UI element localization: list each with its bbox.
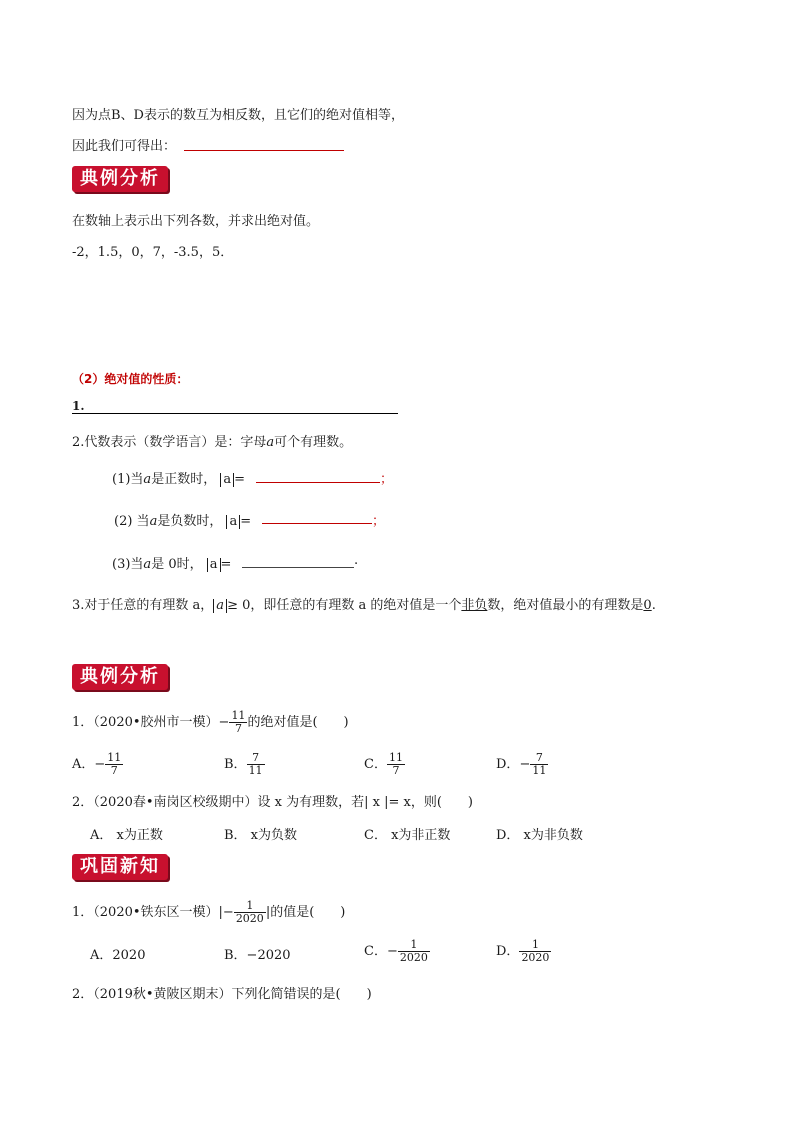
q2-option-d[interactable]: D． x为非负数 bbox=[496, 828, 583, 843]
q3-option-b[interactable]: B．−2020 bbox=[224, 948, 291, 963]
case-positive-semicolon: ； bbox=[380, 472, 394, 487]
q3-option-c[interactable]: C．− $\frac{1}{2020}$ bbox=[364, 938, 428, 964]
q2-stem: 2．（2020春•南岗区校级期中）设 x 为有理数，若| x |= x，则( ) bbox=[72, 795, 473, 810]
answer-blank[interactable] bbox=[184, 150, 344, 151]
section-title: （2）绝对值的性质： bbox=[72, 372, 189, 386]
q3-option-a[interactable]: A．2020 bbox=[90, 948, 146, 963]
q1-option-d[interactable]: D．− $\frac{7}{11}$ bbox=[496, 751, 547, 777]
case-zero-period: . bbox=[354, 553, 359, 568]
example-badge-2: 典例分析 bbox=[72, 664, 168, 690]
example-numbers: -2，1.5，0，7，-3.5，5． bbox=[72, 245, 234, 260]
property-item-3: 3.对于任意的有理数 a， a ≥ 0，即任意的有理数 a 的绝对值是一个非负数，绝对值最小的有理数是0. bbox=[72, 598, 656, 613]
case-positive: (1)当a是正数时， a = bbox=[112, 472, 246, 487]
q1-option-b[interactable]: B． $\frac{7}{11}$ bbox=[224, 751, 263, 777]
q1-option-c[interactable]: C． $\frac{11}{7}$ bbox=[364, 751, 403, 777]
q2-option-b[interactable]: B． x为负数 bbox=[224, 828, 298, 843]
intro-line-2: 因此我们可得出： bbox=[72, 139, 177, 154]
q2-option-c[interactable]: C． x为非正数 bbox=[364, 828, 451, 843]
case-negative: (2) 当a是负数时， a = bbox=[114, 514, 252, 529]
case-zero: (3)当a是 0时， a = bbox=[112, 557, 232, 572]
example-question: 在数轴上表示出下列各数，并求出绝对值。 bbox=[72, 214, 320, 229]
q3-stem: 1．（2020•铁东区一模）|− $\frac{1}{2020}$ |的值是( ) bbox=[72, 899, 346, 925]
q3-option-d[interactable]: D． $\frac{1}{2020}$ bbox=[496, 938, 550, 964]
case-positive-blank[interactable] bbox=[256, 482, 380, 483]
case-negative-blank[interactable] bbox=[262, 523, 372, 524]
q1-stem: 1．（2020•胶州市一模）− $\frac{11}{7}$ 的绝对值是( ) bbox=[72, 709, 349, 735]
consolidate-badge: 巩固新知 bbox=[72, 854, 168, 880]
case-negative-semicolon: ； bbox=[372, 514, 386, 529]
property-blank-1[interactable] bbox=[72, 413, 398, 414]
q1-option-a[interactable]: A．− $\frac{11}{7}$ bbox=[72, 751, 122, 777]
case-zero-blank[interactable] bbox=[242, 567, 354, 568]
q4-stem: 2．（2019秋•黄陂区期末）下列化简错误的是( ) bbox=[72, 987, 372, 1002]
property-item-2: 2.代数表示（数学语言）是：字母a可个有理数。 bbox=[72, 435, 353, 450]
intro-line-1: 因为点B、D表示的数互为相反数，且它们的绝对值相等， bbox=[72, 108, 404, 123]
example-badge: 典例分析 bbox=[72, 166, 168, 192]
q2-option-a[interactable]: A． x为正数 bbox=[90, 828, 163, 843]
property-item-1: 1. bbox=[72, 399, 85, 413]
